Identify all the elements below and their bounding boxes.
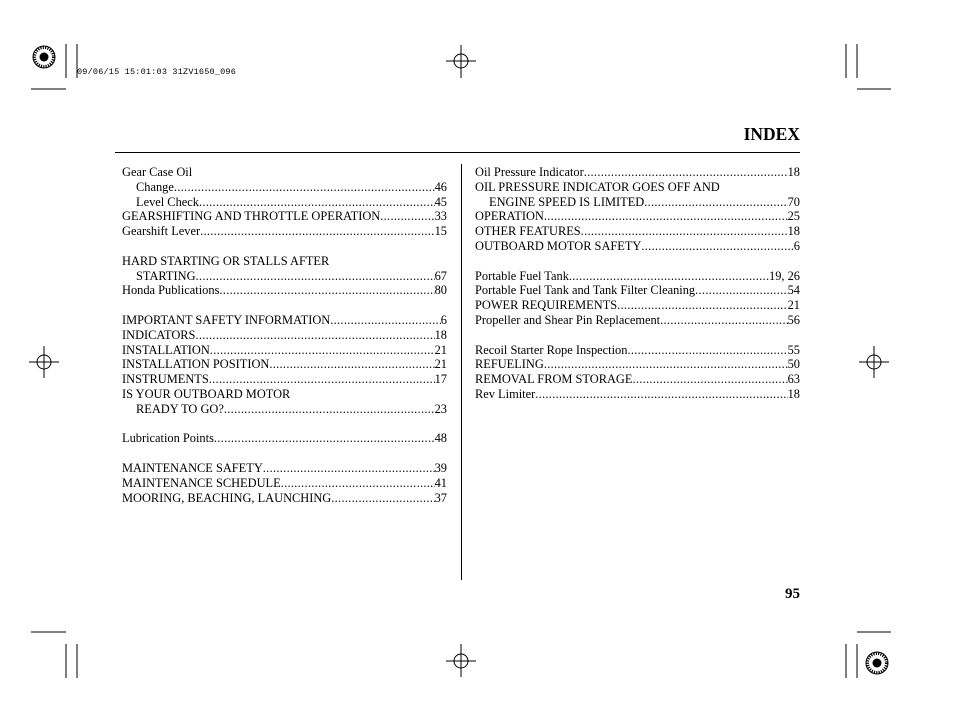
index-entry-label: MOORING, BEACHING, LAUNCHING [122,490,332,505]
index-entry-label: MAINTENANCE SAFETY [122,460,263,475]
index-entry-label: Portable Fuel Tank and Tank Filter Cleaning [475,283,696,298]
index-entry-page: 50 [787,357,800,372]
dot-leader [224,402,435,417]
index-heading-text: Gear Case Oil [122,165,193,179]
index-entry [122,269,447,284]
index-entry-page: 18 [787,165,800,179]
index-entry-page: 21 [434,357,447,372]
index-heading [122,387,447,402]
dot-leader [281,476,435,491]
index-entry [122,372,447,387]
page-number: 95 [785,586,800,602]
registration-crosshair-bottom [446,644,476,677]
index-entry-label: Change [136,179,174,194]
index-entry-page: 46 [434,179,447,194]
index-entry [122,283,447,298]
index-column-left [122,165,447,505]
dot-leader [210,343,435,358]
index-entry [475,313,800,328]
index-entry [475,387,800,402]
index-entry-page: 6 [440,312,447,327]
dot-leader [214,431,435,446]
index-heading-text: IS YOUR OUTBOARD MOTOR [122,386,291,401]
dot-leader [219,283,434,298]
dot-leader [269,357,434,372]
index-entry [475,269,800,284]
index-entry [122,313,447,328]
index-heading [122,165,447,180]
dot-leader [569,269,769,284]
dot-leader [263,461,435,476]
index-entry [122,402,447,417]
index-entry [475,357,800,372]
index-entry-page: 63 [787,372,800,387]
index-entry-label: REFUELING [475,357,544,372]
index-entry-label: ENGINE SPEED IS LIMITED [489,194,645,209]
index-entry-label: Honda Publications [122,283,220,298]
dot-leader [196,269,435,284]
dot-leader [174,180,435,195]
index-entry [475,224,800,239]
print-timestamp: 09/06/15 15:01:03 31ZV1650_096 [77,67,237,77]
index-entry [122,343,447,358]
index-entry-label: GEARSHIFTING AND THROTTLE OPERATION [122,209,381,224]
index-entry-label: REMOVAL FROM STORAGE [475,372,633,387]
dot-leader [195,328,434,343]
index-entry-label: OTHER FEATURES [475,224,581,239]
index-entry-label: Lubrication Points [122,431,214,446]
index-entry [475,343,800,358]
index-entry-label: IMPORTANT SAFETY INFORMATION [122,312,331,327]
dot-leader [535,387,787,402]
dot-leader [695,283,787,298]
index-entry-page: 33 [434,209,447,224]
index-heading-text: OIL PRESSURE INDICATOR GOES OFF AND [475,179,720,194]
dot-leader [199,195,435,210]
index-entry-page: 54 [787,283,800,298]
index-entry [122,328,447,343]
column-divider [461,164,462,580]
index-entry-page: 21 [434,342,447,357]
entry-spacer [122,298,447,313]
dot-leader [209,372,435,387]
index-entry [475,239,800,254]
index-entry-page: 37 [434,490,447,505]
index-entry-page: 55 [787,342,800,357]
dot-leader [331,491,434,506]
index-entry [122,195,447,210]
index-entry-page: 19, 26 [769,268,800,283]
dot-leader [644,195,787,210]
index-entry-label: Oil Pressure Indicator [475,165,584,179]
index-entry-label: POWER REQUIREMENTS [475,298,618,313]
index-entry-page: 39 [434,460,447,475]
dot-leader [544,357,788,372]
dot-leader [641,239,793,254]
entry-spacer [122,446,447,461]
page-title: INDEX [743,124,800,144]
index-entry-label: INSTRUMENTS [122,372,209,387]
dot-leader [632,372,787,387]
registration-crosshair-top [446,45,476,78]
index-entry [122,461,447,476]
index-entry-label: MAINTENANCE SCHEDULE [122,475,281,490]
index-entry [122,180,447,195]
index-entry [122,491,447,506]
index-entry-page: 48 [434,431,447,446]
index-entry-page: 25 [787,209,800,224]
index-entry [475,209,800,224]
index-entry-label: OPERATION [475,209,544,224]
index-entry-label: Rev Limiter [475,386,536,401]
index-entry-page: 80 [434,283,447,298]
index-entry [122,209,447,224]
index-entry-page: 18 [787,224,800,239]
dot-leader [330,313,441,328]
index-entry-page: 70 [787,194,800,209]
registration-crosshair-left [29,346,59,378]
index-entry-label: INSTALLATION [122,342,210,357]
index-heading-text: HARD STARTING OR STALLS AFTER [122,253,330,268]
index-entry-page: 17 [434,372,447,387]
index-entry-page: 6 [793,238,800,253]
index-entry-page: 41 [434,475,447,490]
entry-spacer [122,239,447,254]
entry-spacer [475,328,800,343]
index-heading [122,254,447,269]
index-heading [475,180,800,195]
crop-mark-top-right [846,44,891,89]
header-rule [115,152,800,153]
index-entry-page: 15 [434,224,447,239]
index-entry [122,476,447,491]
index-entry-page: 45 [434,194,447,209]
dot-leader [627,343,787,358]
registration-crosshair-right [859,346,889,378]
index-entry-label: INSTALLATION POSITION [122,357,270,372]
entry-spacer [122,417,447,432]
index-entry-page: 18 [434,327,447,342]
index-entry-label: STARTING [136,268,196,283]
dot-leader [584,165,788,180]
dot-leader [581,224,788,239]
index-entry-page: 23 [434,401,447,416]
index-entry-page: 67 [434,268,447,283]
dot-leader [200,224,435,239]
index-entry-page: 21 [787,298,800,313]
index-entry [475,165,800,180]
index-entry [475,283,800,298]
dot-leader [380,209,434,224]
dot-leader [660,313,787,328]
crop-mark-bottom-left [31,632,77,678]
registration-sunburst-top-left [33,46,55,68]
index-entry-label: READY TO GO? [136,401,224,416]
dot-leader [617,298,787,313]
registration-sunburst-bottom-right [866,652,888,674]
index-entry-label: OUTBOARD MOTOR SAFETY [475,238,642,253]
index-entry-page: 18 [787,386,800,401]
index-entry [122,224,447,239]
index-entry-label: Level Check [136,194,199,209]
index-entry-label: Portable Fuel Tank [475,268,569,283]
index-entry [122,357,447,372]
index-entry-label: Propeller and Shear Pin Replacement [475,312,661,327]
dot-leader [544,209,788,224]
index-entry-label: Recoil Starter Rope Inspection [475,342,628,357]
index-entry-label: Gearshift Lever [122,224,201,239]
index-entry-page: 56 [787,312,800,327]
index-column-right [475,165,800,402]
index-entry [475,372,800,387]
entry-spacer [475,254,800,269]
index-entry [475,298,800,313]
index-entry [122,431,447,446]
index-entry-label: INDICATORS [122,327,196,342]
index-entry [475,195,800,210]
